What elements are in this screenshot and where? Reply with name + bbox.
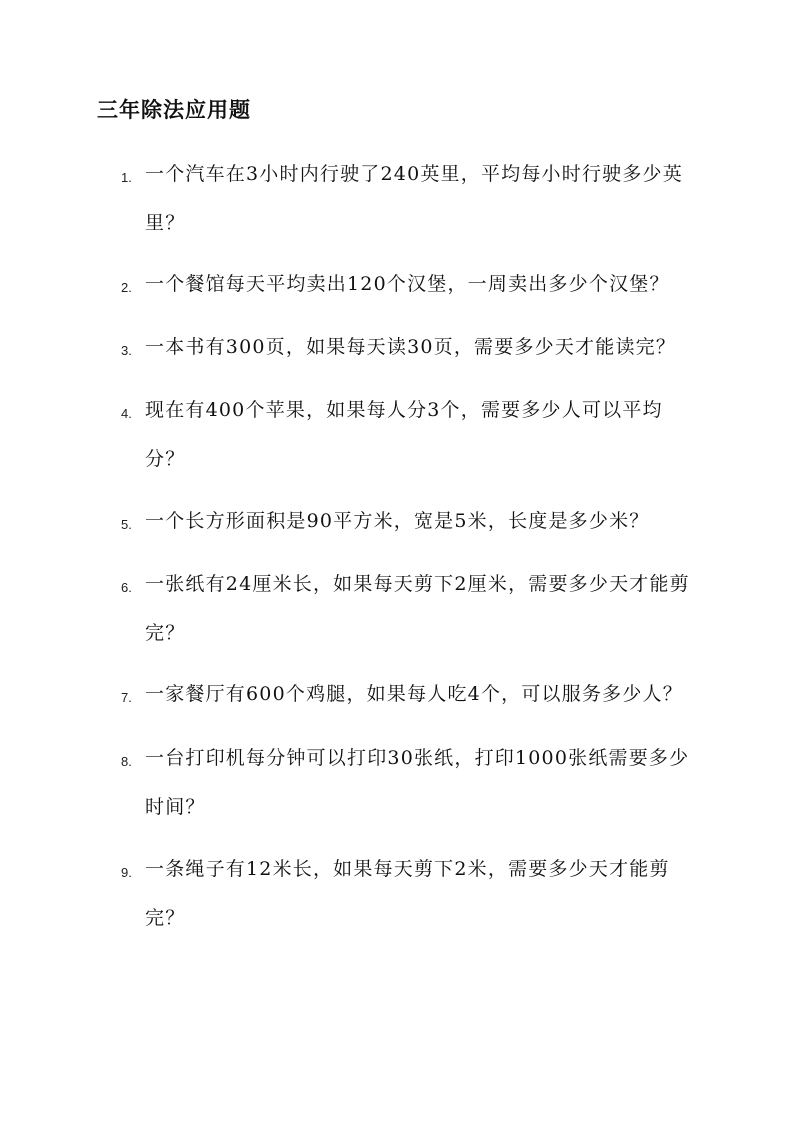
question-number: 2. [121, 280, 132, 295]
question-number: 4. [121, 406, 132, 421]
question-number: 3. [121, 343, 132, 358]
question-text: 一本书有300页，如果每天读30页，需要多少天才能读完？ [145, 336, 677, 358]
question-number: 9. [121, 865, 132, 880]
question-text: 一条绳子有12米长，如果每天剪下2米，需要多少天才能剪完？ [145, 858, 670, 929]
question-text: 一台打印机每分钟可以打印30张纸，打印1000张纸需要多少时间？ [145, 747, 690, 818]
question-number: 5. [121, 517, 132, 532]
question-text: 一个长方形面积是90平方米，宽是5米，长度是多少米？ [145, 510, 650, 532]
question-text: 一个餐馆每天平均卖出120个汉堡，一周卖出多少个汉堡？ [145, 273, 670, 295]
question-text: 一张纸有24厘米长，如果每天剪下2厘米，需要多少天才能剪完？ [145, 573, 690, 644]
question-text: 现在有400个苹果，如果每人分3个，需要多少人可以平均分？ [145, 399, 663, 470]
question-number: 8. [121, 754, 132, 769]
question-number: 1. [121, 170, 132, 185]
page-title: 三年除法应用题 [97, 97, 251, 122]
question-number: 6. [121, 580, 132, 595]
question-text: 一个汽车在3小时内行驶了240英里，平均每小时行驶多少英里？ [145, 163, 683, 234]
question-text: 一家餐厅有600个鸡腿，如果每人吃4个，可以服务多少人？ [145, 683, 683, 705]
question-number: 7. [121, 690, 132, 705]
